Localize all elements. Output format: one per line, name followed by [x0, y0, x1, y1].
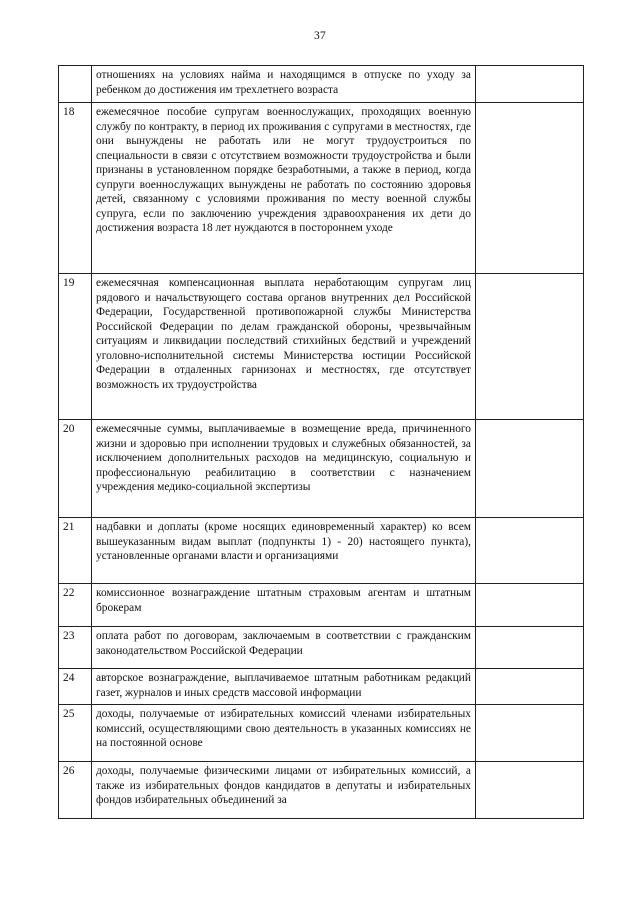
- row-number: 20: [59, 420, 92, 518]
- row-number: 19: [59, 274, 92, 420]
- table-row: [59, 420, 584, 518]
- page-number: 37: [314, 30, 326, 42]
- income-types-table: [58, 65, 584, 819]
- row-description: надбавки и доплаты (кроме носящих единовременный характер) ко всем вышеуказанным видам выплат (подпункты 1) - 20) настоящего пункта), установленные органами власти и организациями: [92, 518, 476, 584]
- row-extra-cell: [476, 66, 584, 103]
- row-extra-cell: [476, 584, 584, 627]
- table-row: [59, 705, 584, 762]
- row-extra-cell: [476, 103, 584, 274]
- table-row: [59, 518, 584, 584]
- row-number: [59, 66, 92, 103]
- table-row: [59, 584, 584, 627]
- table-row: [59, 762, 584, 819]
- row-extra-cell: [476, 420, 584, 518]
- row-description: ежемесячное пособие супругам военнослужащих, проходящих военную службу по контракту, в период их проживания с супругами в местностях, где они вынуждены не работать или не могут трудоустроиться по специальности в связи с отсутствием возможности трудоустройства и были признаны в установленном порядке безработными, а также в период, когда супруги военнослужащих вынуждены не работать по состоянию здоровья детей, связанному с условиями проживания по месту военной службы супруга, если по заключению учреждения здравоохранения их дети до достижения возраста 18 лет нуждаются в постороннем уходе: [92, 103, 476, 274]
- row-description: ежемесячные суммы, выплачиваемые в возмещение вреда, причиненного жизни и здоровью при исполнении трудовых и служебных обязанностей, за исключением дополнительных расходов на медицинскую, социальную и профессиональную реабилитацию в соответствии с назначением учреждения медико-социальной экспертизы: [92, 420, 476, 518]
- row-description: оплата работ по договорам, заключаемым в соответствии с гражданским законодательством Российской Федерации: [92, 627, 476, 669]
- row-extra-cell: [476, 669, 584, 705]
- row-description: доходы, получаемые физическими лицами от избирательных комиссий, а также из избирательных фондов кандидатов в депутаты и избирательных фондов избирательных объединений за: [92, 762, 476, 819]
- row-description: ежемесячная компенсационная выплата неработающим супругам лиц рядового и начальствующего состава органов внутренних дел Российской Федерации, Государственной противопожарной службы Министерства Российской Федерации по делам гражданской обороны, чрезвычайным ситуациям и ликвидации последствий стихийных бедствий и учреждений уголовно-исполнительной системы Министерства юстиции Российской Федерации в отдаленных гарнизонах и местностях, где отсутствует возможность их трудоустройства: [92, 274, 476, 420]
- row-extra-cell: [476, 762, 584, 819]
- row-description: авторское вознаграждение, выплачиваемое штатным работникам редакций газет, журналов и иных средств массовой информации: [92, 669, 476, 705]
- table-row: [59, 66, 584, 103]
- row-extra-cell: [476, 518, 584, 584]
- row-extra-cell: [476, 274, 584, 420]
- table-row: [59, 669, 584, 705]
- row-number: 26: [59, 762, 92, 819]
- table-row: [59, 627, 584, 669]
- row-extra-cell: [476, 627, 584, 669]
- table-row: [59, 274, 584, 420]
- row-extra-cell: [476, 705, 584, 762]
- row-number: 18: [59, 103, 92, 274]
- row-number: 22: [59, 584, 92, 627]
- row-number: 24: [59, 669, 92, 705]
- row-number: 21: [59, 518, 92, 584]
- row-description: комиссионное вознаграждение штатным страховым агентам и штатным брокерам: [92, 584, 476, 627]
- row-number: 23: [59, 627, 92, 669]
- table-row: [59, 103, 584, 274]
- row-number: 25: [59, 705, 92, 762]
- row-description: отношениях на условиях найма и находящимся в отпуске по уходу за ребенком до достижения им трехлетнего возраста: [92, 66, 476, 103]
- row-description: доходы, получаемые от избирательных комиссий членами избирательных комиссий, осуществляющими свою деятельность в указанных комиссиях не на постоянной основе: [92, 705, 476, 762]
